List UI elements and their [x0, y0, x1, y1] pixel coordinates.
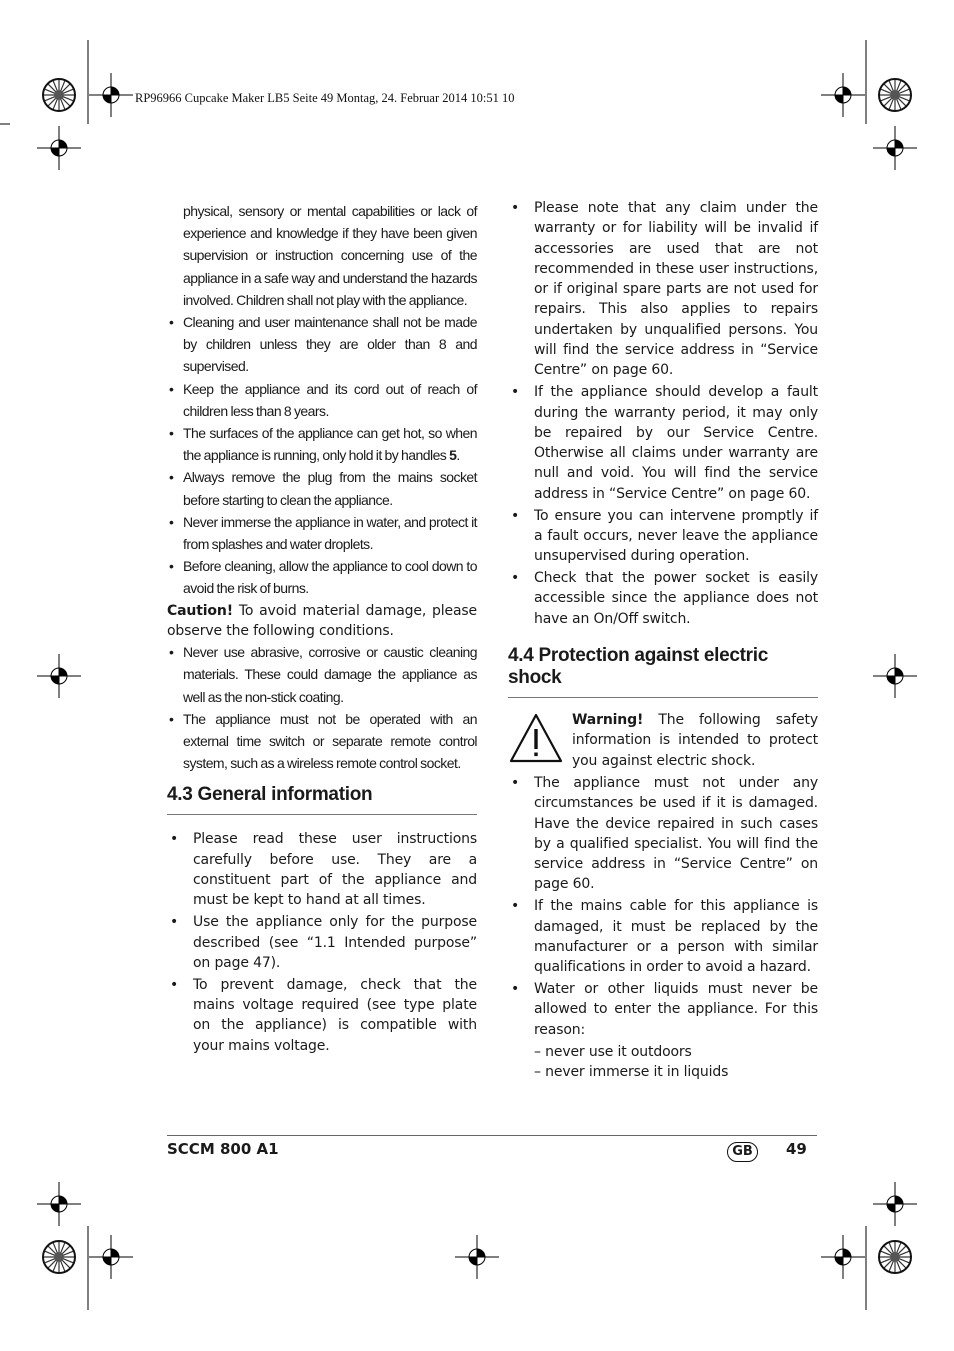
safety-bullet-text: The surfaces of the appliance can get hot, so when the appliance is running, only hold it by handles [183, 425, 477, 464]
electric-shock-list [508, 773, 818, 1040]
handles-ref: 5 [449, 447, 457, 464]
safety-bullet: • Before cleaning, allow the appliance to cool down to avoid the risk of burns. [167, 555, 477, 599]
warning-label: Warning! [572, 712, 644, 729]
caution-conditions [167, 641, 477, 774]
print-header: RP96966 Cupcake Maker LB5 Seite 49 Montag, 24. Februar 2014 10:51 10 [135, 91, 515, 105]
general-information-list [167, 829, 477, 1055]
bullet-glyph: • [511, 384, 520, 401]
list-item-text: If the appliance should develop a fault during the warranty period, it may only be repaired by our Service Centre. Otherwise all claims under warranty are null and void. You will find the service address in “Service Centre” on page 60. [534, 384, 818, 502]
bullet-glyph: • [511, 200, 520, 216]
list-item [508, 568, 818, 629]
left-column [167, 200, 477, 1058]
list-item-text: If the mains cable for this appliance is damaged, it must be replaced by the manufacturer or a person with similar qualifications in order to avoid a hazard. [534, 898, 818, 976]
electric-shock-heading: 4.4 Protection against electric shock [508, 645, 818, 698]
bullet-glyph: • [170, 976, 179, 993]
list-item-text: Use the appliance only for the purpose described (see “1.1 Intended purpose” on page 47). [193, 914, 477, 971]
list-item [508, 979, 818, 1040]
caution-bullet: • Never use abrasive, corrosive or caustic cleaning materials. These could damage the appliance as well as the non-stick coating. [167, 641, 477, 708]
continuation-paragraph: physical, sensory or mental capabilities or lack of experience and knowledge if they have been given supervision or instruction concerning use of the appliance in a safe way and understand the hazards involved. Children shall not play with the appliance. [183, 203, 477, 308]
caution-paragraph [167, 601, 477, 642]
language-badge: GB [727, 1142, 758, 1162]
list-item-text: To ensure you can intervene promptly if a fault occurs, never leave the appliance unsupervised during operation. [534, 507, 818, 565]
sub-list [508, 1042, 818, 1083]
list-item-text: Water or other liquids must never be allowed to enter the appliance. For this reason: [534, 981, 818, 1038]
page-number: 49 [786, 1140, 807, 1158]
caution-text: To avoid material damage, please observe the following conditions. [167, 602, 477, 639]
list-item [508, 382, 818, 504]
list-item-text: Please note that any claim under the warranty or for liability will be invalid if accessories are used that are not recommended in these user instructions, or if original spare parts are not used for repairs. This also applies to repairs undertaken by unqualified persons. You will find the service address in “Service Centre” on page 60. [534, 200, 818, 379]
bullet-glyph: • [511, 981, 520, 998]
caution-label: Caution! [167, 602, 233, 619]
safety-bullet: • Always remove the plug from the mains socket before starting to clean the appliance. [167, 466, 477, 510]
warning-block [508, 710, 818, 771]
bullet-glyph: • [170, 914, 179, 931]
sub-list-item: – never use it outdoors [534, 1043, 692, 1060]
sub-list-item: – never immerse it in liquids [534, 1063, 729, 1080]
list-item-text: To prevent damage, check that the mains voltage required (see type plate on the appliance) is compatible with your mains voltage. [193, 976, 477, 1054]
safety-bullet-handles: • The surfaces of the appliance can get hot, so when the appliance is running, only hold it by handles 5. [167, 422, 477, 466]
bullet-glyph: • [170, 831, 179, 848]
list-item-text: The appliance must not under any circumstances be used if it is damaged. Have the device repaired in such cases by a qualified specialist. You will find the service address in “Service Centre” on page 60. [534, 774, 818, 893]
right-column [508, 198, 818, 1082]
footer-divider [167, 1135, 817, 1136]
safety-conditions [167, 200, 477, 600]
warning-triangle-icon [508, 712, 564, 764]
footer-model: SCCM 800 A1 [167, 1140, 279, 1158]
warning-text: The following safety information is intended to protect you against electric shock. [572, 712, 818, 769]
list-item [508, 506, 818, 567]
list-item [508, 773, 818, 895]
list-item [167, 829, 477, 910]
list-item [167, 975, 477, 1056]
warranty-list [508, 198, 818, 629]
list-item-text: Check that the power socket is easily accessible since the appliance does not have an On/Off switch. [534, 570, 818, 627]
safety-bullet: • Never immerse the appliance in water, and protect it from splashes and water droplets. [167, 511, 477, 555]
list-item [167, 912, 477, 973]
general-information-heading: 4.3 General information [167, 784, 477, 815]
caution-bullet: • The appliance must not be operated with an external time switch or separate remote control system, such as a wireless remote control socket. [167, 708, 477, 775]
bullet-glyph: • [511, 774, 520, 791]
safety-bullet: • Cleaning and user maintenance shall not be made by children unless they are older than 8 and supervised. [167, 311, 477, 378]
list-item [508, 198, 818, 381]
list-item-text: Please read these user instructions carefully before use. They are a constituent part of the appliance and must be kept to hand at all times. [193, 831, 477, 909]
bullet-glyph: • [511, 570, 520, 587]
safety-bullet: • Keep the appliance and its cord out of reach of children less than 8 years. [167, 378, 477, 422]
list-item [508, 896, 818, 977]
bullet-glyph: • [511, 507, 520, 524]
bullet-glyph: • [511, 898, 520, 915]
